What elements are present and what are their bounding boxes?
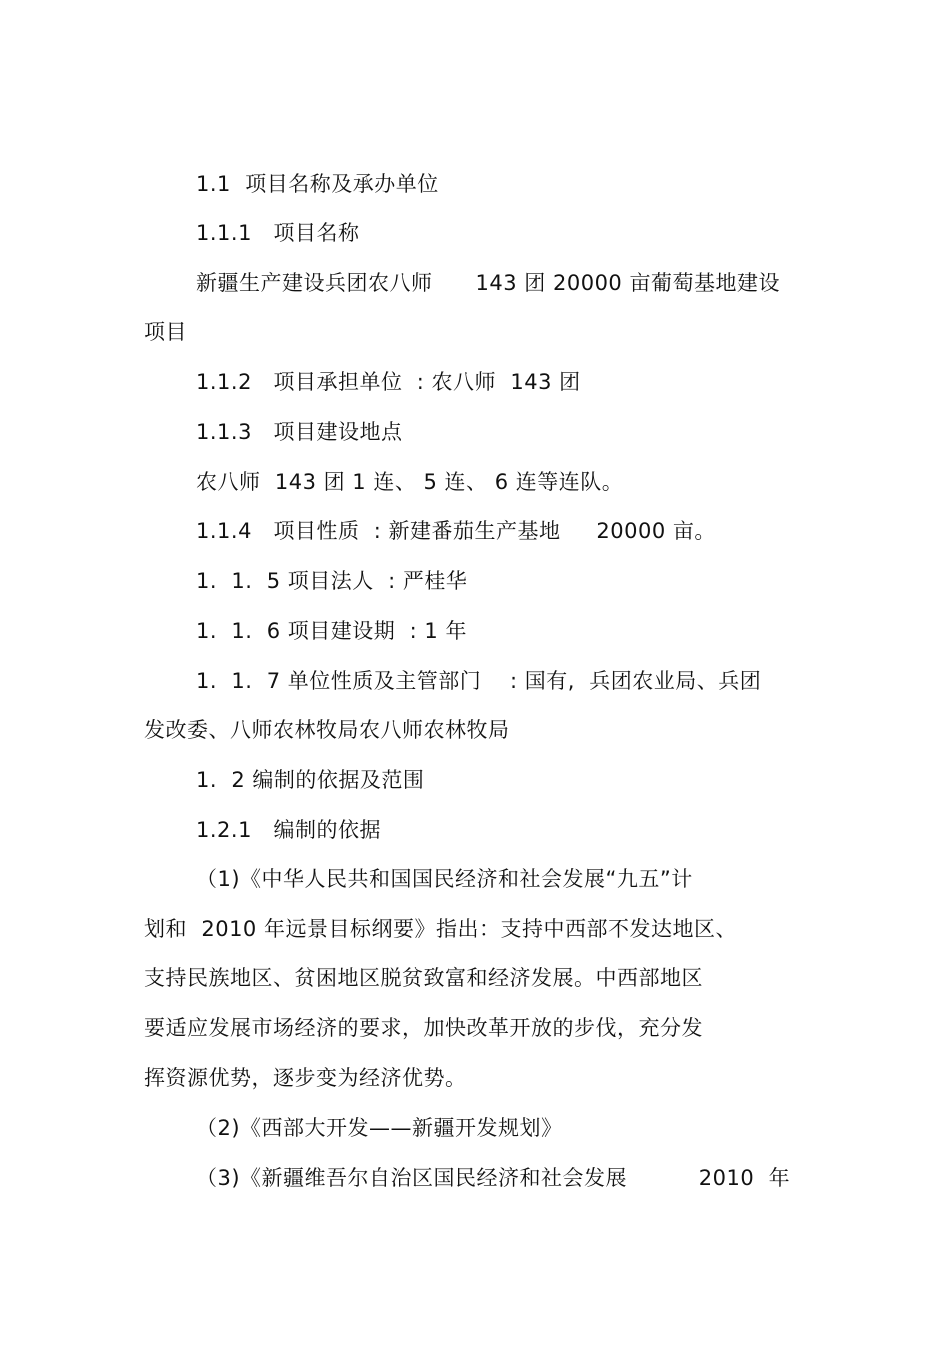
heading-1-1-2: 1.1.2 项目承担单位 : 农八师 143 团 bbox=[196, 370, 581, 394]
basis-item-3: （3)《新疆维吾尔自治区国民经济和社会发展 2010 年 bbox=[196, 1166, 791, 1190]
heading-1-2-1: 1.2.1 编制的依据 bbox=[196, 818, 381, 842]
basis-item-1-line-4: 要适应发展市场经济的要求，加快改革开放的步伐，充分发 bbox=[144, 1016, 703, 1040]
basis-item-1-line-3: 支持民族地区、贫困地区脱贫致富和经济发展。中西部地区 bbox=[144, 966, 703, 990]
body-text-project-name-cont: 项目 bbox=[144, 320, 187, 344]
heading-1-1-4: 1.1.4 项目性质 : 新建番茄生产基地 20000 亩。 bbox=[196, 519, 716, 543]
heading-1-1-6: 1. 1. 6 项目建设期 : 1 年 bbox=[196, 619, 467, 643]
heading-1-1-1: 1.1.1 项目名称 bbox=[196, 221, 360, 245]
basis-item-1-line-5: 挥资源优势，逐步变为经济优势。 bbox=[144, 1066, 467, 1090]
body-text-departments: 发改委、八师农林牧局农八师农林牧局 bbox=[144, 718, 510, 742]
heading-1-1: 1.1 项目名称及承办单位 bbox=[196, 172, 439, 196]
heading-1-1-3: 1.1.3 项目建设地点 bbox=[196, 420, 403, 444]
basis-item-2: （2)《西部大开发——新疆开发规划》 bbox=[196, 1116, 563, 1140]
body-text-location: 农八师 143 团 1 连、 5 连、 6 连等连队。 bbox=[196, 470, 624, 494]
body-text-project-name: 新疆生产建设兵团农八师 143 团 20000 亩葡萄基地建设 bbox=[196, 271, 780, 295]
basis-item-1-line-1: （1)《中华人民共和国国民经济和社会发展“九五”计 bbox=[196, 867, 693, 891]
basis-item-1-line-2: 划和 2010 年远景目标纲要》指出：支持中西部不发达地区、 bbox=[144, 917, 737, 941]
heading-1-1-7: 1. 1. 7 单位性质及主管部门 : 国有, 兵团农业局、兵团 bbox=[196, 669, 762, 693]
heading-1-1-5: 1. 1. 5 项目法人 : 严桂华 bbox=[196, 569, 468, 593]
heading-1-2: 1. 2 编制的依据及范围 bbox=[196, 768, 425, 792]
